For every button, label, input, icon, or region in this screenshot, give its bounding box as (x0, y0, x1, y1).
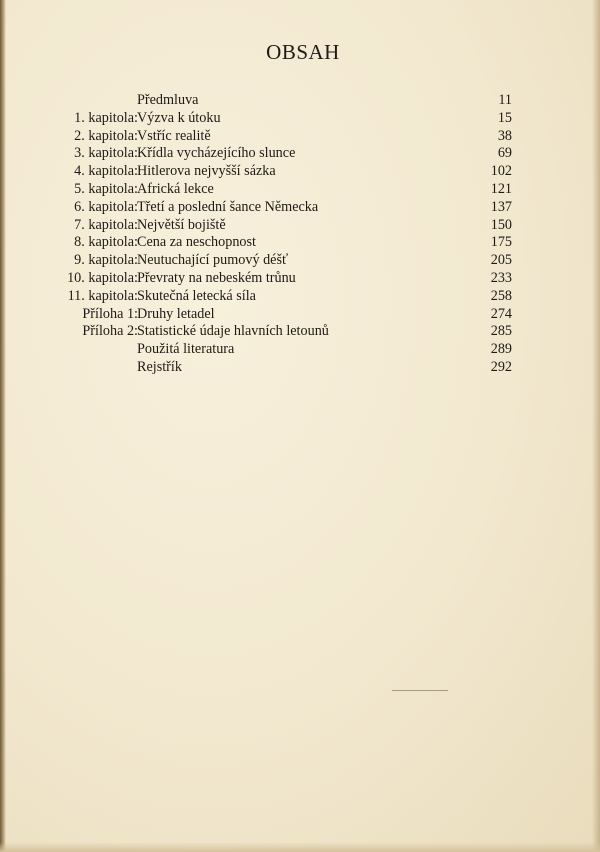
toc-entry-label: Příloha 1: (82, 305, 138, 322)
toc-entry-page-number: 289 (490, 341, 512, 358)
paper-mark (392, 690, 448, 691)
toc-entry-label: 8. kapitola: (74, 234, 138, 251)
toc-entry (40, 341, 512, 359)
toc-entry-title: Třetí a poslední šance Německa (137, 198, 319, 215)
toc-entry-page-number: 292 (490, 358, 512, 375)
page-title: OBSAH (266, 40, 340, 64)
toc-entry-title: Statistické údaje hlavních letounů (137, 323, 329, 340)
toc-entry-label: Příloha 2: (82, 323, 138, 340)
toc-entry-label: 3. kapitola: (74, 145, 138, 162)
toc-entry-page-number: 15 (497, 109, 512, 126)
toc-entry-title: Hitlerova nejvyšší sázka (137, 163, 276, 180)
toc-entry-title: Největší bojiště (137, 216, 226, 233)
toc-entry (40, 252, 512, 270)
toc-entry-title: Výzva k útoku (137, 109, 221, 126)
toc-entry (40, 217, 512, 235)
toc-entry-label: 10. kapitola: (67, 269, 138, 286)
toc-entry-title: Skutečná letecká síla (137, 287, 256, 304)
toc-entry-label: 1. kapitola: (74, 109, 138, 126)
toc-entry-title: Vstříc realitě (137, 127, 211, 144)
toc-entry-title: Křídla vycházejícího slunce (137, 145, 296, 162)
toc-entry (40, 145, 512, 163)
page-right-edge (592, 0, 600, 852)
toc-entry-label: 6. kapitola: (74, 198, 138, 215)
toc-entry (40, 288, 512, 306)
toc-entry-page-number: 69 (497, 145, 512, 162)
toc-entry-label: 2. kapitola: (74, 127, 138, 144)
toc-entry (40, 306, 512, 324)
toc-entry-label: 4. kapitola: (74, 163, 138, 180)
toc-entry-title: Rejstřík (137, 358, 182, 375)
toc-entry-page-number: 175 (490, 234, 512, 251)
toc-entry-page-number: 233 (490, 269, 512, 286)
toc-entry (40, 110, 512, 128)
toc-entry-page-number: 150 (490, 216, 512, 233)
toc-entry-title: Převraty na nebeském trůnu (137, 269, 296, 286)
toc-entry-title: Neutuchající pumový déšť (137, 252, 289, 269)
table-of-contents (40, 92, 512, 377)
toc-entry (40, 181, 512, 199)
toc-entry-label: 9. kapitola: (74, 252, 138, 269)
page-bottom-edge (0, 842, 600, 852)
toc-entry-page-number: 205 (490, 252, 512, 269)
toc-entry-label: 7. kapitola: (74, 216, 138, 233)
toc-entry-title: Druhy letadel (137, 305, 215, 322)
toc-entry-label: 11. kapitola: (67, 287, 138, 304)
toc-entry (40, 359, 512, 377)
toc-entry-page-number: 121 (490, 180, 512, 197)
toc-entry-page-number: 274 (490, 305, 512, 322)
toc-entry-page-number: 137 (490, 198, 512, 215)
toc-entry-page-number: 102 (490, 163, 512, 180)
page-left-edge (0, 0, 6, 852)
toc-entry-page-number: 11 (498, 92, 512, 108)
toc-entry-page-number: 38 (497, 127, 512, 144)
toc-entry (40, 128, 512, 146)
toc-entry-page-number: 258 (490, 287, 512, 304)
toc-entry (40, 234, 512, 252)
toc-entry-title: Předmluva (137, 92, 199, 108)
toc-entry-title: Africká lekce (137, 180, 214, 197)
toc-entry (40, 270, 512, 288)
toc-entry (40, 92, 512, 110)
toc-entry-page-number: 285 (490, 323, 512, 340)
toc-entry (40, 323, 512, 341)
toc-entry-title: Cena za neschopnost (137, 234, 256, 251)
toc-entry (40, 199, 512, 217)
toc-entry-label: 5. kapitola: (74, 180, 138, 197)
toc-entry-title: Použitá literatura (137, 341, 235, 358)
toc-entry (40, 163, 512, 181)
